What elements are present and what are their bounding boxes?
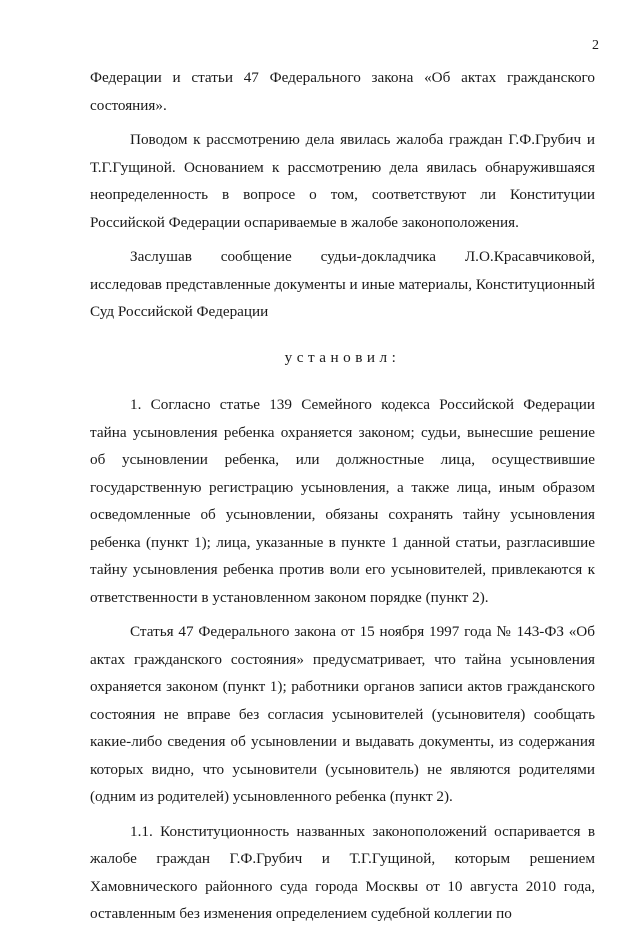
- paragraph-hearing: Заслушав сообщение судьи-докладчика Л.О.Красавчиковой, исследовав представленные документы и иные материалы, Конституционный Суд Российской Федерации: [90, 248, 595, 320]
- paragraph-point-1: 1. Согласно статье 139 Семейного кодекса Российской Федерации тайна усыновления ребенка охраняется законом; судьи, вынесшие решение об усыновлении ребенка, или должностные лица, осуществившие государственную регистрацию усыновления, а также лица, иным образом осведомленные об усыновлении, обязаны сохранять тайну усыновления ребенка (пункт 1); лица, указанные в пункте 1 данной статьи, разгласившие тайну усыновления ребенка против воли его усыновителей, привлекаются к ответственности в установленном законом порядке (пункт 2).: [90, 396, 595, 606]
- document-body: [90, 64, 595, 928]
- section-heading: установил:: [284, 348, 401, 366]
- paragraph-point-1-1: 1.1. Конституционность названных законоположений оспаривается в жалобе граждан Г.Ф.Грубич и Т.Г.Гущиной, которым решением Хамовнического районного суда города Москвы от 10 августа 2010 года, оставленным без изменения определением судебной коллегии по: [90, 822, 595, 922]
- page-number: 2: [592, 38, 599, 53]
- paragraph-grounds: Поводом к рассмотрению дела явилась жалоба граждан Г.Ф.Грубич и Т.Г.Гущиной. Основанием к рассмотрению дела явилась обнаружившаяся неопределенность в вопросе о том, соответствуют ли Конституции Российской Федерации оспариваемые в жалобе законоположения.: [90, 131, 595, 231]
- paragraph-intro-continuation: Федерации и статьи 47 Федерального закона «Об актах гражданского состояния».: [90, 69, 595, 114]
- paragraph-article-47: Статья 47 Федерального закона от 15 ноября 1997 года № 143-ФЗ «Об актах гражданского состояния» предусматривает, что тайна усыновления охраняется законом (пункт 1); работники органов записи актов гражданского состояния не вправе без согласия усыновителей (усыновителя) сообщать какие-либо сведения об усыновлении и выдавать документы, из содержания которых видно, что усыновители (усыновитель) не являются родителями (одним из родителей) усыновленного ребенка (пункт 2).: [90, 623, 595, 805]
